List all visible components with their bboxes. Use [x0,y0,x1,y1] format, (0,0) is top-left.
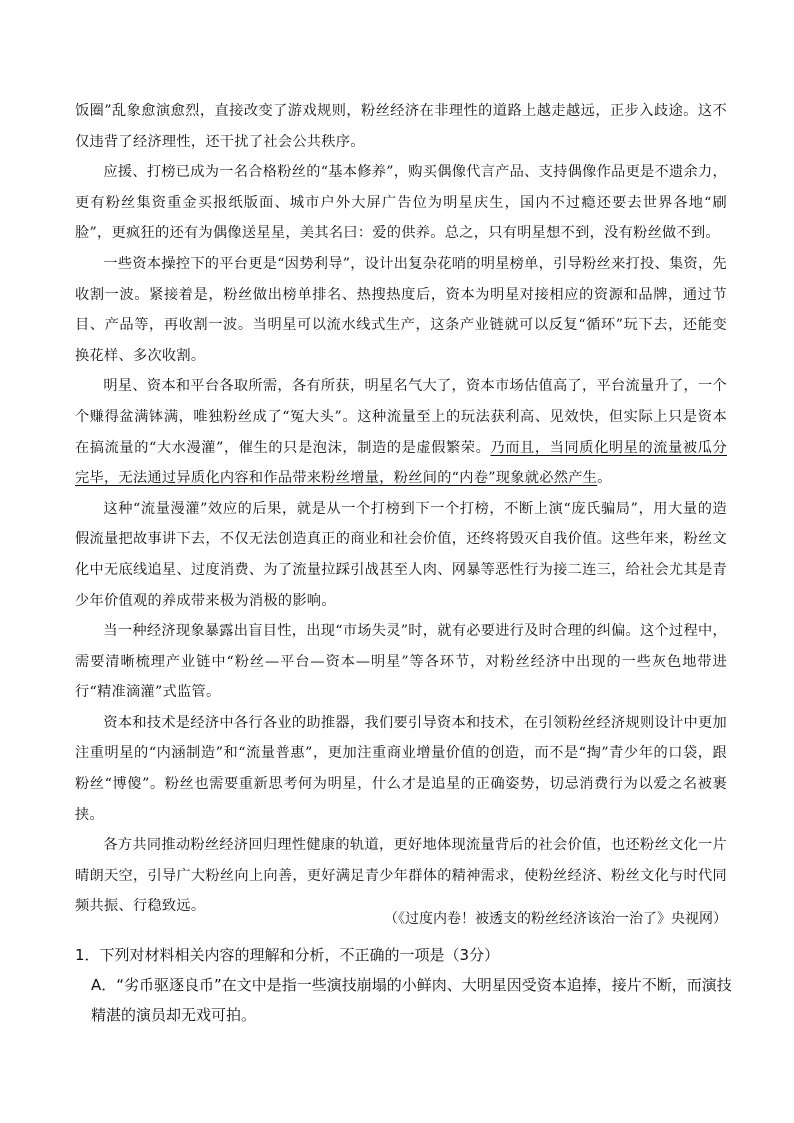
paragraph-7: 资本和技术是经济中各行各业的助推器，我们要引导资本和技术，在引领粉丝经济规则设计中更加注重明星的“内涵制造”和“流量普惠”，更加注重商业增量价值的创造，而不是“掏”青少年的口袋，跟粉丝“博傻”。粉丝也需要重新思考何为明星，什么才是追星的正确姿势，切忌消费行为以爱之名被裹挟。 [75,714,727,823]
paragraph-5: 这种“流量漫灌”效应的后果，就是从一个打榜到下一个打榜，不断上演“庞氏骗局”，用大量的造假流量把故事讲下去，不仅无法创造真正的商业和社会价值，还终将毁灭自我价值。这些年来，粉丝文化中无底线追星、过度消费、为了流量拉踩引战甚至人肉、网暴等恶性行为接二连三，给社会尤其是青少年价值观的养成带来极为消极的影响。 [75,500,727,609]
paragraph-1: 饭圈”乱象愈演愈烈，直接改变了游戏规则，粉丝经济在非理性的道路上越走越远，正步入歧途。这不仅违背了经济理性，还干扰了社会公共秩序。 [75,103,727,150]
option-a: A．“劣币驱逐良币”在文中是指一些演技崩塌的小鲜肉、大明星因受资本追捧，接片不断，而演技精湛的演员却无戏可拍。 [91,976,732,1024]
question-1 [75,940,735,1030]
article-body [75,96,727,922]
underlined-sentence: 乃而且，当同质化明星的流量被瓜分完毕，无法通过异质化内容和作品带来粉丝增量，粉丝间的“内卷”现象就必然产生 [75,439,727,487]
paragraph-4 [75,371,727,493]
question-title: 1．下列对材料相关内容的理解和分析，不正确的一项是（3分） [75,946,500,964]
paragraph-2: 应援、打榜已成为一名合格粉丝的“基本修养”，购买偶像代言产品、支持偶像作品更是不遗余力，更有粉丝集资重金买报纸版面、城市户外大屏广告位为明星庆生，国内不过瘾还要去世界各地“刷脸”，更疯狂的还有为偶像送星星，美其名曰：爱的供养。总之，只有明星想不到，没有粉丝做不到。 [75,164,727,242]
paragraph-3: 一些资本操控下的平台更是“因势利导”，设计出复杂花哨的明星榜单，引导粉丝来打投、集资，先收割一波。紧接着是，粉丝做出榜单排名、热搜热度后，资本为明星对接相应的资源和品牌，通过节目、产品等，再收割一波。当明星可以流水线式生产，这条产业链就可以反复“循环”玩下去，还能变换花样、多次收割。 [75,255,727,364]
article-source: （《过度内卷！被透支的粉丝经济该治一治了》央视网） [384,911,727,927]
paragraph-6: 当一种经济现象暴露出盲目性，出现“市场失灵”时，就有必要进行及时合理的纠偏。这个过程中，需要清晰梳理产业链中“粉丝—平台—资本—明星”等各环节，对粉丝经济中出现的一些灰色地带进行“精准滴灌”式监管。 [75,623,727,701]
paragraph-8: 各方共同推动粉丝经济回归理性健康的轨道，更好地体现流量背后的社会价值，也还粉丝文化一片晴朗天空，引导广大粉丝向上向善，更好满足青少年群体的精神需求，使粉丝经济、粉丝文化与时代同频共振、行稳致远。 [75,837,727,915]
paragraph-4-text: 明星、资本和平台各取所需，各有所获，明星名气大了，资本市场估值高了，平台流量升了，一个个赚得盆满钵满，唯独粉丝成了“冤大头”。这种流量至上的玩法获利高、见效快，但实际上只是资本在搞流量的“大水漫灌”，催生的只是泡沫，制造的是虚假繁荣。 [75,378,727,456]
paragraph-4-end: 。 [597,470,612,487]
